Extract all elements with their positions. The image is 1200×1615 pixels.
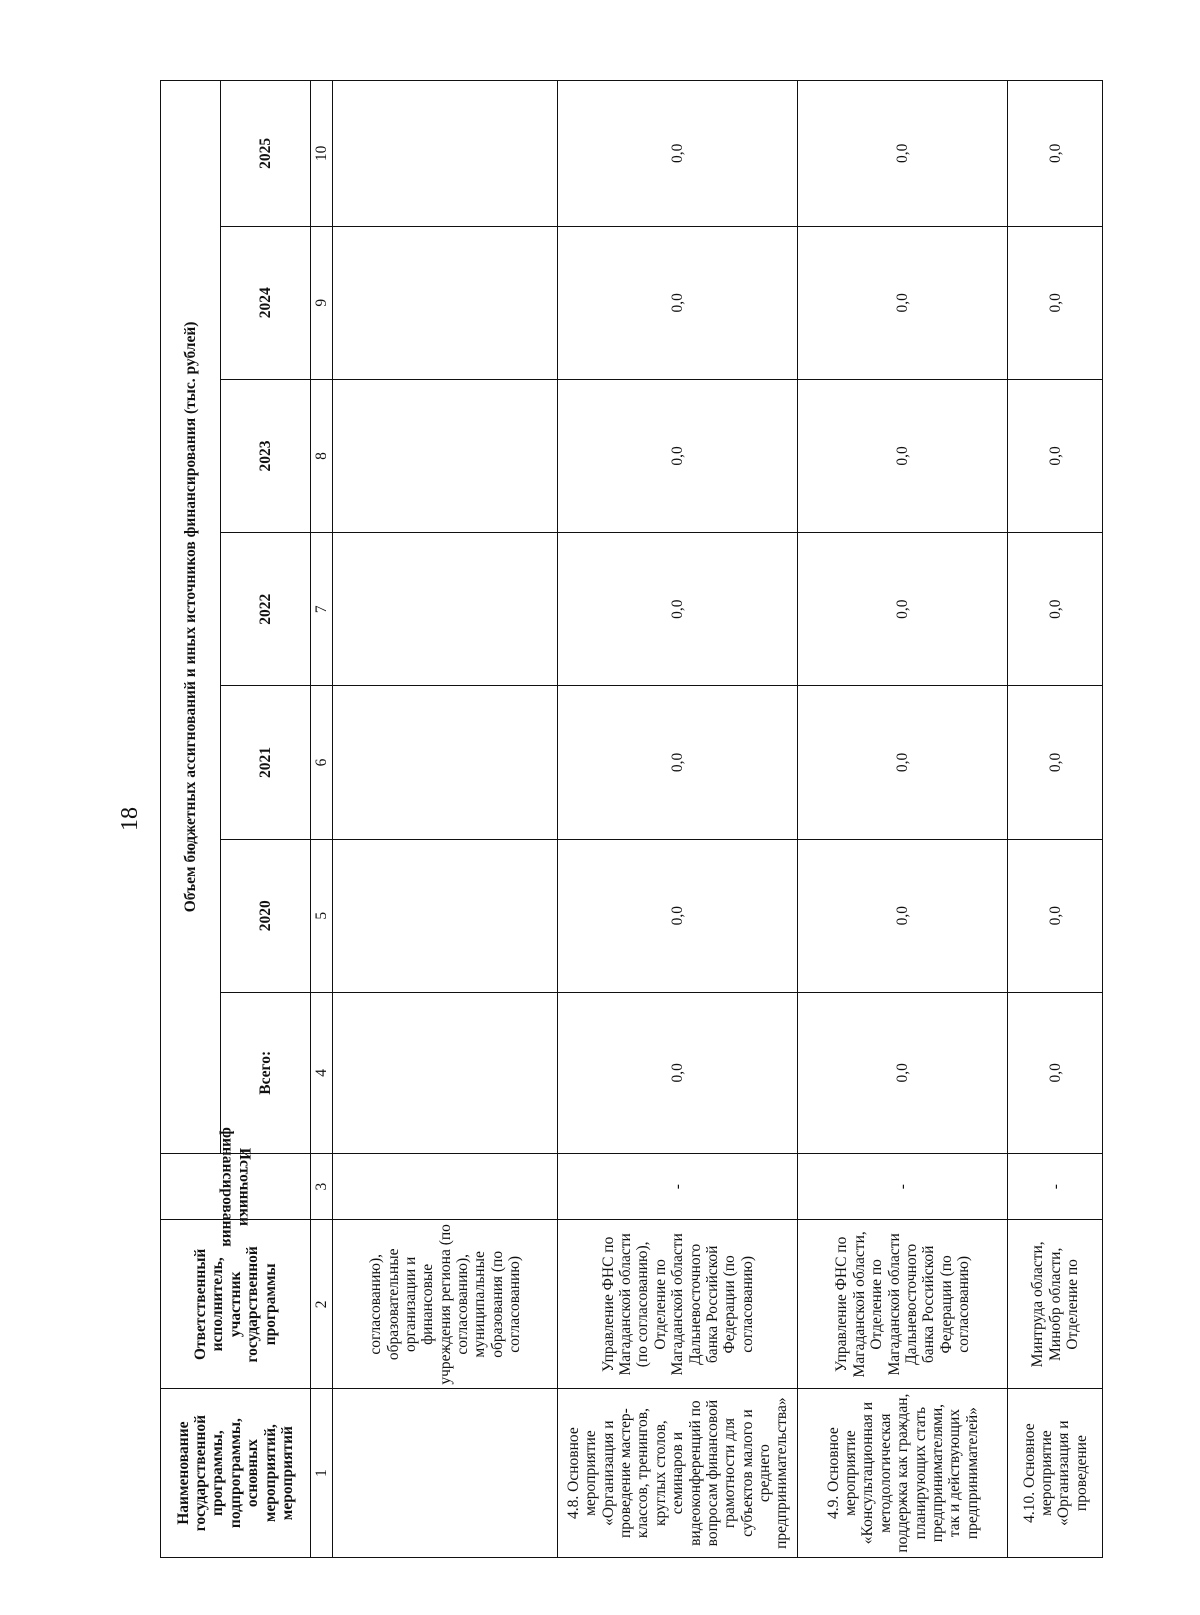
row-value-2021: 0,0 bbox=[1008, 686, 1103, 839]
table-row bbox=[798, 81, 1008, 1558]
row-value-2022 bbox=[333, 533, 558, 686]
column-number: 4 bbox=[311, 992, 333, 1153]
row-executor: Управление ФНС по Магаданской области (по согласованию), Отделение по Магаданской области Дальневосточного банка Российской Федерации (по согласованию) bbox=[558, 1220, 798, 1389]
column-number: 2 bbox=[311, 1220, 333, 1389]
rotated-table-container bbox=[160, 80, 1100, 1558]
row-value-2023: 0,0 bbox=[1008, 379, 1103, 532]
row-executor: Минтруда области, Минобр области, Отделение по bbox=[1008, 1220, 1103, 1389]
row-value-2022: 0,0 bbox=[798, 533, 1008, 686]
header-row bbox=[161, 81, 221, 1558]
row-value-total bbox=[333, 992, 558, 1153]
column-number: 3 bbox=[311, 1153, 333, 1220]
funding-table bbox=[160, 80, 1103, 1558]
header-year: 2022 bbox=[221, 533, 311, 686]
row-name: 4.10. Основное мероприятие «Организация и проведение bbox=[1008, 1389, 1103, 1558]
page-number: 18 bbox=[117, 807, 143, 831]
row-source bbox=[333, 1153, 558, 1220]
row-value-2024: 0,0 bbox=[558, 226, 798, 379]
header-source-label: Источники финансирования bbox=[218, 1126, 253, 1247]
row-name: 4.9. Основное мероприятие «Консультационная и методологическая поддержка как граждан, планирующих стать предпринимателями, так и действующих предпринимателей» bbox=[798, 1389, 1008, 1558]
row-value-2025: 0,0 bbox=[1008, 81, 1103, 227]
row-value-2024: 0,0 bbox=[798, 226, 1008, 379]
row-value-2025 bbox=[333, 81, 558, 227]
header-name: Наименование государственной программы, подпрограммы, основных мероприятий, мероприятий bbox=[161, 1389, 311, 1558]
column-number: 8 bbox=[311, 379, 333, 532]
row-value-2020: 0,0 bbox=[558, 839, 798, 992]
row-value-total: 0,0 bbox=[558, 992, 798, 1153]
row-value-2023: 0,0 bbox=[558, 379, 798, 532]
row-value-2023 bbox=[333, 379, 558, 532]
row-name: 4.8. Основное мероприятие «Организация и проведение мастер-классов, тренингов, круглых столов, семинаров и видеоконференций по вопросам финансовой грамотности для субъектов малого и среднего предпринимательства» bbox=[558, 1389, 798, 1558]
row-value-total: 0,0 bbox=[1008, 992, 1103, 1153]
row-value-2020: 0,0 bbox=[798, 839, 1008, 992]
row-value-2021: 0,0 bbox=[558, 686, 798, 839]
header-year: 2020 bbox=[221, 839, 311, 992]
column-number: 5 bbox=[311, 839, 333, 992]
header-year: 2025 bbox=[221, 81, 311, 227]
row-value-2024 bbox=[333, 226, 558, 379]
header-year: 2024 bbox=[221, 226, 311, 379]
column-number: 9 bbox=[311, 226, 333, 379]
table-row bbox=[558, 81, 798, 1558]
row-value-2025: 0,0 bbox=[558, 81, 798, 227]
column-number: 10 bbox=[311, 81, 333, 227]
row-value-2020 bbox=[333, 839, 558, 992]
table-row bbox=[1008, 81, 1103, 1558]
header-source bbox=[161, 1126, 311, 1247]
column-number: 1 bbox=[311, 1389, 333, 1558]
row-value-2021: 0,0 bbox=[798, 686, 1008, 839]
row-value-2022: 0,0 bbox=[1008, 533, 1103, 686]
row-value-total: 0,0 bbox=[798, 992, 1008, 1153]
row-value-2021 bbox=[333, 686, 558, 839]
row-value-2020: 0,0 bbox=[1008, 839, 1103, 992]
row-value-2023: 0,0 bbox=[798, 379, 1008, 532]
table-row bbox=[333, 81, 558, 1558]
row-name bbox=[333, 1389, 558, 1558]
header-total: Всего: bbox=[221, 992, 311, 1153]
header-year: 2023 bbox=[221, 379, 311, 532]
row-source: - bbox=[1008, 1153, 1103, 1220]
row-source: - bbox=[798, 1153, 1008, 1220]
column-number: 7 bbox=[311, 533, 333, 686]
header-funding: Объем бюджетных ассигнований и иных источников финансирования (тыс. рублей) bbox=[161, 81, 221, 1154]
header-year: 2021 bbox=[221, 686, 311, 839]
column-number-row bbox=[311, 81, 333, 1558]
row-value-2022: 0,0 bbox=[558, 533, 798, 686]
row-executor: согласованию), образовательные организации и финансовые учреждения региона (по согласованию), муниципальные образования (по согласованию) bbox=[333, 1220, 558, 1389]
header-executor: Ответственный исполнитель, участник государственной программы bbox=[161, 1220, 311, 1389]
row-executor: Управление ФНС по Магаданской области, Отделение по Магаданской области Дальневосточного банка Российской Федерации (по согласованию) bbox=[798, 1220, 1008, 1389]
row-value-2025: 0,0 bbox=[798, 81, 1008, 227]
column-number: 6 bbox=[311, 686, 333, 839]
row-source: - bbox=[558, 1153, 798, 1220]
row-value-2024: 0,0 bbox=[1008, 226, 1103, 379]
